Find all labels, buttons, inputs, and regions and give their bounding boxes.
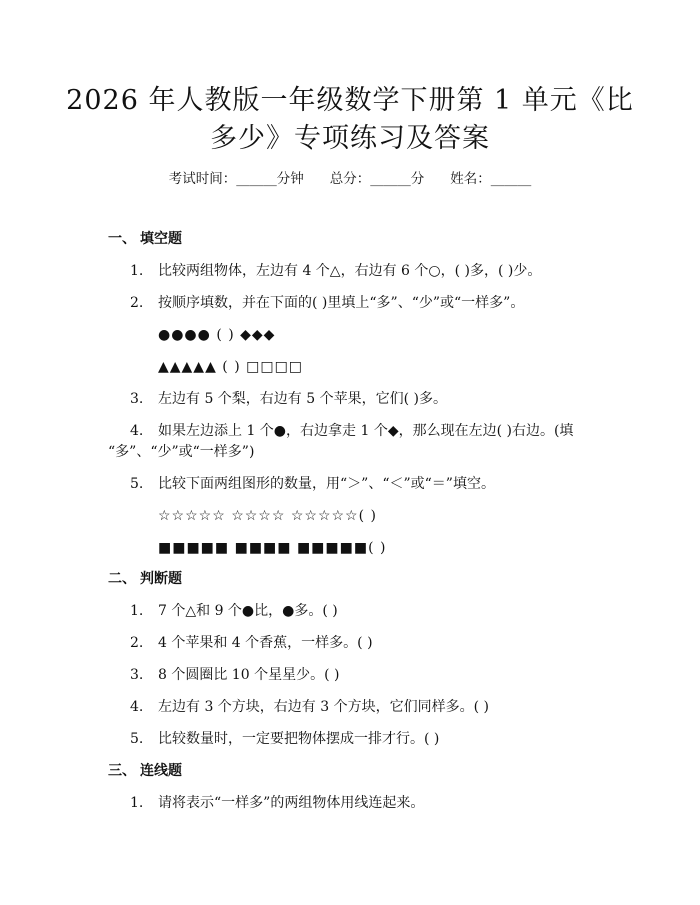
section-title: 判断题 <box>140 571 182 587</box>
question-number: 1. <box>130 603 144 619</box>
question-number: 3. <box>130 391 144 407</box>
document-title-line-2: 多少》专项练习及答案 <box>210 123 490 154</box>
question-number: 5. <box>130 476 144 492</box>
question-number: 2. <box>130 635 144 651</box>
name-field: 姓名：______ <box>450 171 532 187</box>
section-title: 连线题 <box>140 763 182 779</box>
question-text: 比较两组物体，左边有 4 个△，右边有 6 个○，( )多，( )少。 <box>158 263 542 279</box>
section-title: 填空题 <box>140 231 182 247</box>
section-heading-true-false <box>108 569 182 589</box>
question-1-4-continuation: “多”、“少”或“一样多”) <box>108 444 255 460</box>
document-title-line-1: 2026 年人教版一年级数学下册第 1 单元《比 <box>66 85 634 116</box>
question-number: 5. <box>130 731 144 747</box>
question-text: 7 个△和 9 个●比，●多。( ) <box>158 603 338 619</box>
question-text: 4 个苹果和 4 个香蕉，一样多。( ) <box>158 635 373 651</box>
question-number: 1. <box>130 795 144 811</box>
question-text: 左边有 5 个梨，右边有 5 个苹果，它们( )多。 <box>158 391 447 407</box>
shape-row-stars: ☆☆☆☆☆ ☆☆☆☆ ☆☆☆☆☆( ) <box>158 508 377 524</box>
total-score-field: 总分：______分 <box>329 171 425 187</box>
question-number: 1. <box>130 263 144 279</box>
question-text: 8 个圆圈比 10 个星星少。( ) <box>158 667 340 683</box>
question-number: 4. <box>130 699 144 715</box>
question-number: 2. <box>130 295 144 311</box>
question-text: 请将表示“一样多”的两组物体用线连起来。 <box>158 795 425 811</box>
section-number: 一、 <box>108 231 136 247</box>
question-number: 4. <box>130 423 144 439</box>
section-heading-fill-in <box>108 229 182 249</box>
section-heading-matching <box>108 761 182 781</box>
shape-row-circles-diamonds: ●●●● ( ) ◆◆◆ <box>158 327 276 343</box>
shape-row-triangles-squares: ▲▲▲▲▲ ( ) □□□□ <box>158 359 304 375</box>
exam-time-field: 考试时间：______分钟 <box>168 171 304 187</box>
question-text: 左边有 3 个方块，右边有 3 个方块，它们同样多。( ) <box>158 699 489 715</box>
question-text: 比较数量时，一定要把物体摆成一排才行。( ) <box>158 731 440 747</box>
question-number: 3. <box>130 667 144 683</box>
question-text: 如果左边添上 1 个●，右边拿走 1 个◆，那么现在左边( )右边。(填 <box>158 423 574 439</box>
question-text: 比较下面两组图形的数量，用“＞”、“＜”或“＝”填空。 <box>158 476 495 492</box>
section-number: 三、 <box>108 763 136 779</box>
shape-row-squares: ■■■■■ ■■■■ ■■■■■( ) <box>158 540 387 556</box>
exam-meta <box>0 169 700 189</box>
section-number: 二、 <box>108 571 136 587</box>
question-text: 按顺序填数，并在下面的( )里填上“多”、“少”或“一样多”。 <box>158 295 525 311</box>
